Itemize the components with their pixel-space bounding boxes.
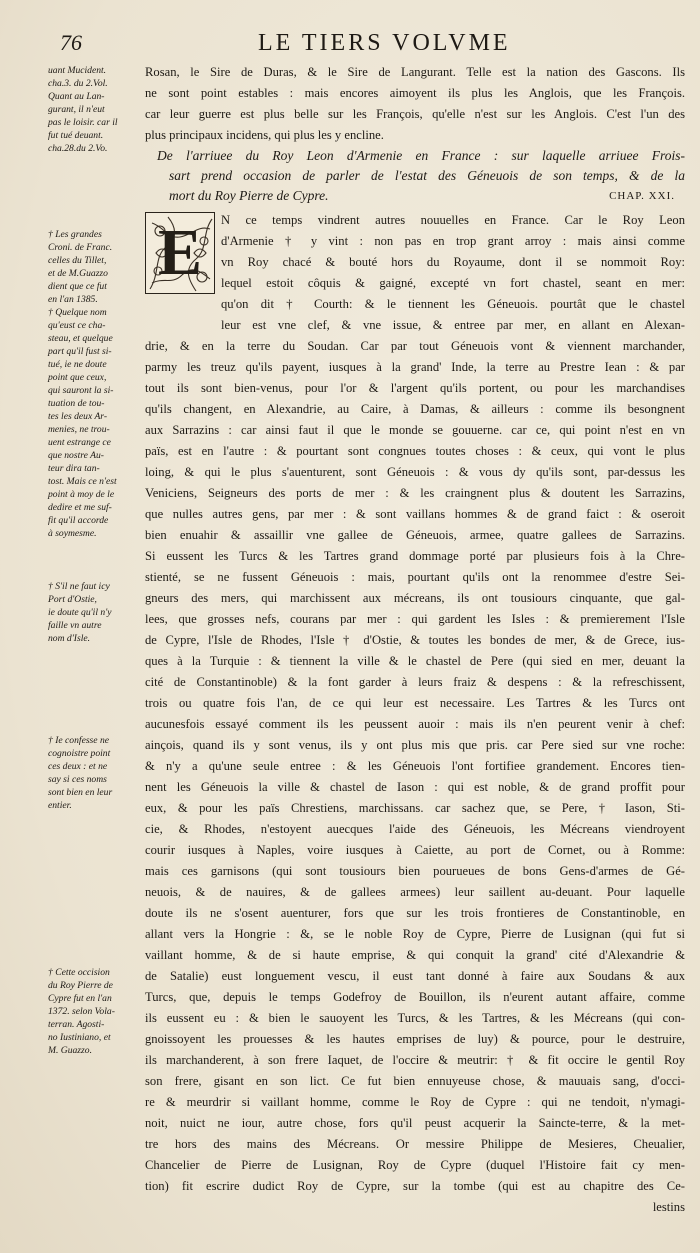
margin-note-line: no Iustiniano, et xyxy=(48,1032,111,1043)
body-line: ils eussent eu : & bien le sauoyent les Turcs, & les Tartres, & les Mécreans (qui con- xyxy=(145,1011,685,1025)
margin-note-line: que nostre Au- xyxy=(48,450,104,461)
chapter-label: CHAP. XXI. xyxy=(609,190,675,202)
margin-note-line: à soymesme. xyxy=(48,528,97,539)
decorated-initial xyxy=(145,212,215,294)
intro-line: plus principaux incidens, qui plus les y encline. xyxy=(145,128,384,142)
body-line: cie, & Rhodes, n'estoyent auecques l'aide des Géneuois, les Mécreans viendroyent xyxy=(145,822,685,836)
body-line: aucunesfois essayé comment ils les peussent auoir : mais ils n'en peurent venir à chef: xyxy=(145,717,685,731)
margin-note-line: Port d'Ostie, xyxy=(48,594,97,605)
margin-note-line: qu'eust ce cha- xyxy=(48,320,106,331)
margin-note-line: en l'an 1385. xyxy=(48,294,98,305)
margin-note-4 xyxy=(48,734,142,812)
body-line: son frere, gisant en son lict. Ce fut bien ennuyeuse chose, & mauuais sang, d'occi- xyxy=(145,1074,685,1088)
margin-note-line: menies, ne trou- xyxy=(48,424,110,435)
margin-note-line: terran. Agosti- xyxy=(48,1019,105,1030)
body-line: de Cypre, l'Isle de Rhodes, l'Isle † d'Ostie, & toutes les bondes de mer, & de Grece, ius- xyxy=(145,633,685,647)
margin-note-line: point que ceux, xyxy=(48,372,107,383)
intro-line: ne sont point estables : mais encores aimoyent ils plus les Anglois, que les François. xyxy=(145,86,685,100)
body-line: doute ils ne s'osent auenturer, fors que sur les trois frontieres de Constantinoble, en xyxy=(145,906,685,920)
opening-line: d'Armenie † y vint : non pas en trop grant arroy : mais ainsi comme xyxy=(221,234,685,248)
dropcap-letter: E xyxy=(157,216,203,289)
margin-note-line: † Les grandes xyxy=(48,229,102,240)
margin-note-line: faille vn autre xyxy=(48,620,102,631)
opening-line: qu'on dit † Courth: & le tiennent les Géneuois. pourtât que le chastel xyxy=(221,297,685,311)
margin-note-line: pas le loisir. car il xyxy=(48,117,118,128)
margin-note-1 xyxy=(48,64,142,155)
body-line: qu'ils changent, en Alexandrie, au Caire, à Damas, & ailleurs : comme ils besongnent xyxy=(145,402,685,416)
margin-note-line: uant Mucident. xyxy=(48,65,107,76)
body-line: re & meurdrir si vaillant homme, comme le Roy de Cypre : qui ne tendoit, n'ymagi- xyxy=(145,1095,685,1109)
body-line: que nulles autres gens, par mer : & sont vaillans hommes & de grand faict : & oseroit xyxy=(145,507,685,521)
margin-note-line: fit qu'il accorde xyxy=(48,515,109,526)
margin-note-line: Quant au Lan- xyxy=(48,91,105,102)
margin-note-line: tost. Mais ce n'est xyxy=(48,476,117,487)
margin-note-line: dedire et me suf- xyxy=(48,502,112,513)
margin-note-line: part qu'il fust si- xyxy=(48,346,112,357)
body-line: noit, nuict ne iour, autre chose, fors qu'il peust acquerir la Saincte-terre, & la met- xyxy=(145,1116,685,1130)
margin-note-line: entier. xyxy=(48,800,72,811)
margin-note-line: Croni. de Franc. xyxy=(48,242,113,253)
body-line: Si eussent les Turcs & les Tartres grand dommage porté par plusieurs fois à la Chre- xyxy=(145,549,685,563)
opening-line: vn Roy chacé & bouté hors du Royaume, dont il se nommoit Roy: xyxy=(221,255,685,269)
margin-note-line: cognoistre point xyxy=(48,748,111,759)
body-line: drie, & en la terre du Soudan. Car par tout Géneuois vont & viennent marchander, xyxy=(145,339,685,353)
margin-note-line: teur dira tan- xyxy=(48,463,100,474)
body-line: eux, & pour les païs Chrestiens, marchissans. car sachez que, se Pere, † Iason, Sti- xyxy=(145,801,685,815)
body-line: aux Sarrazins : car ainsi faut il que le monde se gouuerne. car ce, qui point n'est en vn xyxy=(145,423,685,437)
body-line: cité de Constantinoble) & la font garder à leurs fraiz & despens : & la refreschissent, xyxy=(145,675,685,689)
body-line: païs, est en l'autre : & pourtant sont congnues toutes choses : & ceux, qui vont le plus xyxy=(145,444,685,458)
running-title: LE TIERS VOLVME xyxy=(258,30,511,56)
margin-note-line: M. Guazzo. xyxy=(48,1045,92,1056)
main-text xyxy=(145,62,685,1218)
margin-note-line: † Ie confesse ne xyxy=(48,735,110,746)
margin-note-line: tes les deux Ar- xyxy=(48,411,108,422)
body-line: neuois, & de nauires, & de gallees armees) leur saillent au-deuant. Pour laquelle xyxy=(145,885,685,899)
margin-note-line: uent estrange ce xyxy=(48,437,111,448)
body-line: allant vers la Hongrie : &, se le noble Roy de Cypre, Pierre de Lusignan (qui fut si xyxy=(145,927,685,941)
heading-line: sart prend occasion de parler de l'estat des Géneuois de son temps, & de la xyxy=(169,168,685,183)
body-line: stienté, se ne fussent Géneuois : mais, pourtant qu'ils ont la renommee d'estre Sei- xyxy=(145,570,685,584)
chapter-heading xyxy=(145,146,685,206)
body-line: ainçois, quand ils y sont venus, ils y ont plus mis que pris. car Pere sied sur vne roche: xyxy=(145,738,685,752)
margin-note-line: tué, ie ne doute xyxy=(48,359,107,370)
margin-note-line: cha.3. du 2.Vol. xyxy=(48,78,108,89)
body-line: mais ces garnisons (qui sont tousiours bien pourueues de bons Gens-d'armes de Gé- xyxy=(145,864,685,878)
margin-note-line: † Quelque nom xyxy=(48,307,107,318)
margin-note-line: et de M.Guazzo xyxy=(48,268,108,279)
catchword: lestins xyxy=(652,1200,685,1214)
body-line: trois ou quatre fois l'an, de ce qui leur est necessaire. Les Tartres & les Turcs ont xyxy=(145,696,685,710)
body-line: lees, que grosses nefs, courans par mer : qui gardent les Isles : & premierement l'Isle xyxy=(145,612,685,626)
margin-note-3 xyxy=(48,580,142,645)
body-line: bien enuahir & assaillir vne gallee de Géneuois, armee, quatre gallees de Sarrazins. xyxy=(145,528,685,542)
body-line: tion) fit escrire dudict Roy de Cypre, sur la tombe (qui est au chapitre des Ce- xyxy=(145,1179,685,1193)
margin-note-line: fut tué deuant. xyxy=(48,130,104,141)
body-line: gnoissoyent les prouesses & les hautes emprises de luy) & pource, pour le destruire, xyxy=(145,1032,685,1046)
body-line: gneurs des mers, qui marchissent aux mécreans, ils ont tousiours cinquante, que gal- xyxy=(145,591,685,605)
page-number: 76 xyxy=(60,30,82,55)
opening-line: leur est vne clef, & vne issue, & entree par mer, en allant en Alexan- xyxy=(221,318,685,332)
chapter-opening xyxy=(145,210,685,336)
margin-note-line: qui sauront la si- xyxy=(48,385,114,396)
margin-note-line: † S'il ne faut icy xyxy=(48,581,110,592)
page-header xyxy=(0,30,700,60)
body-line: ques à la Turquie : & tiennent la ville & le chastel de Pere (qui sied en mer, deuant la xyxy=(145,654,685,668)
body-line: Veniciens, Seigneurs des ports de mer : & les craingnent plus & doutent les Sarrazins, xyxy=(145,486,685,500)
margin-note-line: celles du Tillet, xyxy=(48,255,107,266)
margin-note-line: point à moy de le xyxy=(48,489,115,500)
opening-line: N ce temps vindrent autres nouuelles en France. Car le Roy Leon xyxy=(221,213,685,227)
body-paragraph xyxy=(145,336,685,1197)
body-line: tre hors des mains des Mécreans. Or messire Philippe de Mesieres, Cheualier, xyxy=(145,1137,685,1151)
heading-line: De l'arriuee du Roy Leon d'Armenie en France : sur laquelle arriuee Frois- xyxy=(157,148,685,163)
body-line: courir iusques à Naples, voire iusques à Caiette, au port de Cornet, ou à Romme: xyxy=(145,843,685,857)
body-line: de Satalie) eust longuement vescu, il eust tant donné à faire aux Soudans & aux xyxy=(145,969,685,983)
margin-note-line: nom d'Isle. xyxy=(48,633,91,644)
body-line: nent les Géneuois la ville & chastel de Iason : qui est noble, & de grand proffit pour xyxy=(145,780,685,794)
body-line: ils marchanderent, à son frere Iaquet, de l'occire & meutrir: † & fit occire le gentil Roy xyxy=(145,1053,685,1067)
margin-note-line: ces deux : et ne xyxy=(48,761,108,772)
margin-note-line: cha.28.du 2.Vo. xyxy=(48,143,108,154)
chapter-title-end: mort du Roy Pierre de Cypre. xyxy=(169,188,329,203)
margin-note-line: 1372. selon Vola- xyxy=(48,1006,115,1017)
margin-note-line: sont bien en leur xyxy=(48,787,113,798)
body-line: tout ils sont bien-venus, pour l'or & l'argent qu'ils portent, ou pour les marchandises xyxy=(145,381,685,395)
intro-paragraph xyxy=(145,62,685,146)
body-line: Chancelier de Pierre de Lusignan, Roy de Cypre (duquel l'Histoire fait cy men- xyxy=(145,1158,685,1172)
margin-note-line: Cypre fut en l'an xyxy=(48,993,112,1004)
margin-note-line: † Cette occision xyxy=(48,967,110,978)
body-line: Turcs, que, depuis le temps Godefroy de Bouillon, ils n'eurent autant affaire, comme xyxy=(145,990,685,1004)
margin-note-line: dient que ce fut xyxy=(48,281,107,292)
margin-note-line: steau, et quelque xyxy=(48,333,113,344)
intro-line: car leur guerre est plus belle sur les François, qu'elle n'est sur les Anglois. C'est l'un des xyxy=(145,107,685,121)
margin-note-line: gurant, il n'eut xyxy=(48,104,105,115)
margin-note-line: ie doute qu'il n'y xyxy=(48,607,112,618)
body-line: parmy les treuz qu'ils payent, iusques à la grand' Inde, la terre au Prestre Iean : & par xyxy=(145,360,685,374)
margin-note-5 xyxy=(48,966,142,1057)
body-line: vaillant homme, & de si haute emprise, & qui conquit la grand' cité d'Alexandrie & xyxy=(145,948,685,962)
margin-note-line: tuation de tou- xyxy=(48,398,105,409)
body-line: loing, & qui le plus s'auenturent, sont Géneuois : & vous dy qu'ils sont, par-dessus les xyxy=(145,465,685,479)
body-line: & n'y a qu'une seule entree : & les Géneuois l'ont fortifiee grandement. Encores tien- xyxy=(145,759,685,773)
margin-note-line: du Roy Pierre de xyxy=(48,980,113,991)
opening-line: lequel estoit côquis & gaigné, excepté vn fort chastel, seant en mer: xyxy=(221,276,685,290)
intro-line: Rosan, le Sire de Duras, & le Sire de Langurant. Telle est la nation des Gascons. Ils xyxy=(145,65,685,79)
margin-note-line: say si ces noms xyxy=(48,774,107,785)
margin-note-2 xyxy=(48,228,142,540)
